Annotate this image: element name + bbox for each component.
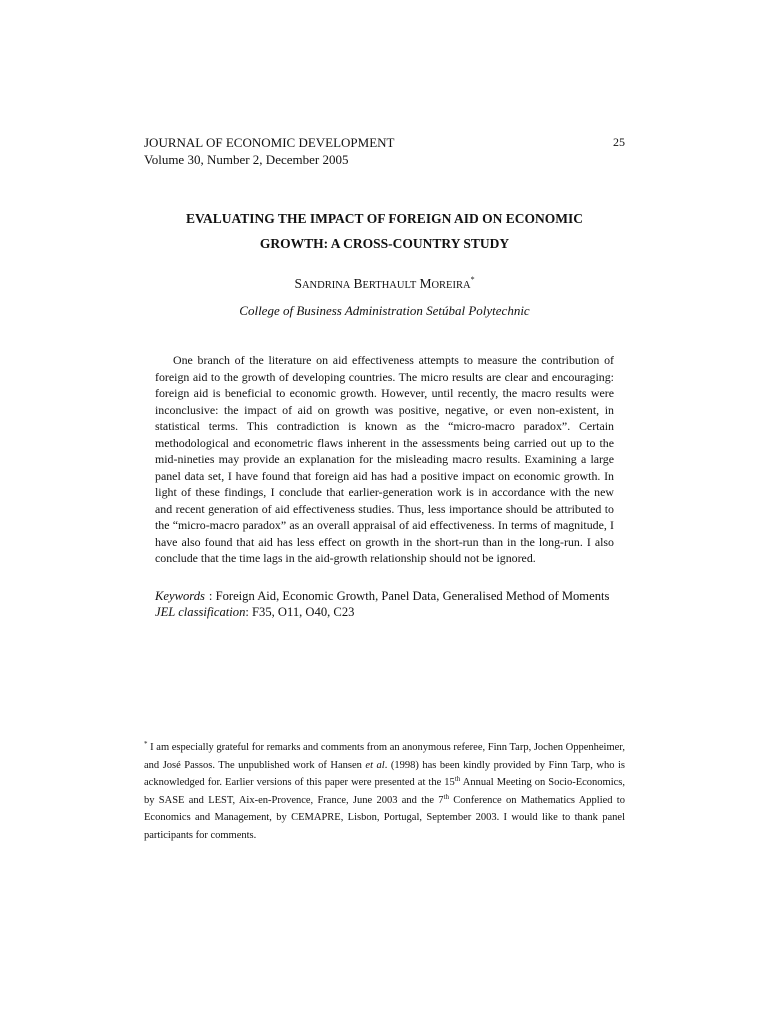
volume-info: Volume 30, Number 2, December 2005 — [144, 152, 349, 167]
page-number: 25 — [613, 135, 625, 149]
footnote-part-2: . (1998) has been kindly provided by Finn Tarp, who is acknowledged for. Earlier versions of this paper were presented at the 15 — [144, 759, 625, 788]
author-first-initial: S — [294, 276, 302, 291]
author-footnote-mark: * — [470, 275, 475, 284]
author-first-rest: ANDRINA — [301, 280, 351, 291]
keywords-block — [155, 589, 614, 620]
footnote-part-1: I am especially grateful for remarks and comments from an anonymous referee, Finn Tarp, Jochen Oppenheimer, and José Passos. The unpublished work of Hansen — [144, 742, 625, 771]
author-name — [144, 275, 625, 292]
author-affiliation: College of Business Administration Setúbal Polytechnic — [239, 303, 530, 318]
journal-header — [144, 134, 625, 168]
footnote-et-al: et al — [365, 759, 385, 771]
author-middle-initial: B — [353, 276, 363, 291]
keywords-line — [155, 589, 614, 604]
footnote-sup-2: th — [443, 792, 450, 801]
footnote-part-3: Annual Meeting on Socio-Economics, by SASE and LEST, Aix-en-Provence, France, June 2003 and the 7 — [144, 777, 625, 806]
jel-label: JEL classification — [155, 605, 246, 619]
article-title — [144, 206, 625, 256]
jel-codes: : F35, O11, O40, C23 — [245, 605, 355, 619]
keywords-values — [205, 589, 614, 604]
author-last-rest: OREIRA — [431, 280, 471, 291]
abstract: One branch of the literature on aid effectiveness attempts to measure the contribution of foreign aid to the growth of developing countries. The micro results are clear and encouraging: foreign aid is beneficial to economic growth. However, until recently, the macro results were inconclusive: the impact of aid on growth was positive, negative, or even non-existent, in statistical terms. This contradiction is known as the “micro-macro paradox”. Certain methodological and econometric flaws inherent in the assessments being carried out up to the mid-nineties may provide an explanation for the misleading macro results. Examining a large panel data set, I have found that foreign aid has had a positive impact on economic growth. In light of these findings, I conclude that earlier-generation work is in accordance with the new and recent generation of aid effectiveness studies. Thus, less importance should be attributed to the “micro-macro paradox” as an overall appraisal of aid effectiveness. In terms of magnitude, I have also found that aid has less effect on growth in the short-run than in the long-run. I also conclude that the time lags in the aid-growth relationship should not be ignored. — [155, 353, 614, 565]
author-middle-rest: ERTHAULT — [362, 280, 417, 291]
title-line-2: GROWTH: A CROSS-COUNTRY STUDY — [259, 236, 510, 251]
journal-name: JOURNAL OF ECONOMIC DEVELOPMENT — [144, 135, 395, 150]
title-line-1: EVALUATING THE IMPACT OF FOREIGN AID ON ECONOMIC — [186, 211, 583, 226]
jel-line — [155, 605, 614, 620]
footnote-sup-1: th — [454, 775, 461, 783]
keywords-label: Keywords — [155, 589, 205, 603]
footnote-mark: * — [144, 740, 148, 748]
footnote — [144, 739, 625, 844]
footnote-part-4: Conference on Mathematics Applied to Economics and Management, by CEMAPRE, Lisbon, Portugal, September 2003. I would like to thank panel participants for comments. — [144, 794, 625, 841]
keywords-text: : Foreign Aid, Economic Growth, Panel Data, Generalised Method of Moments — [208, 589, 610, 603]
author-last-initial: M — [419, 276, 432, 291]
